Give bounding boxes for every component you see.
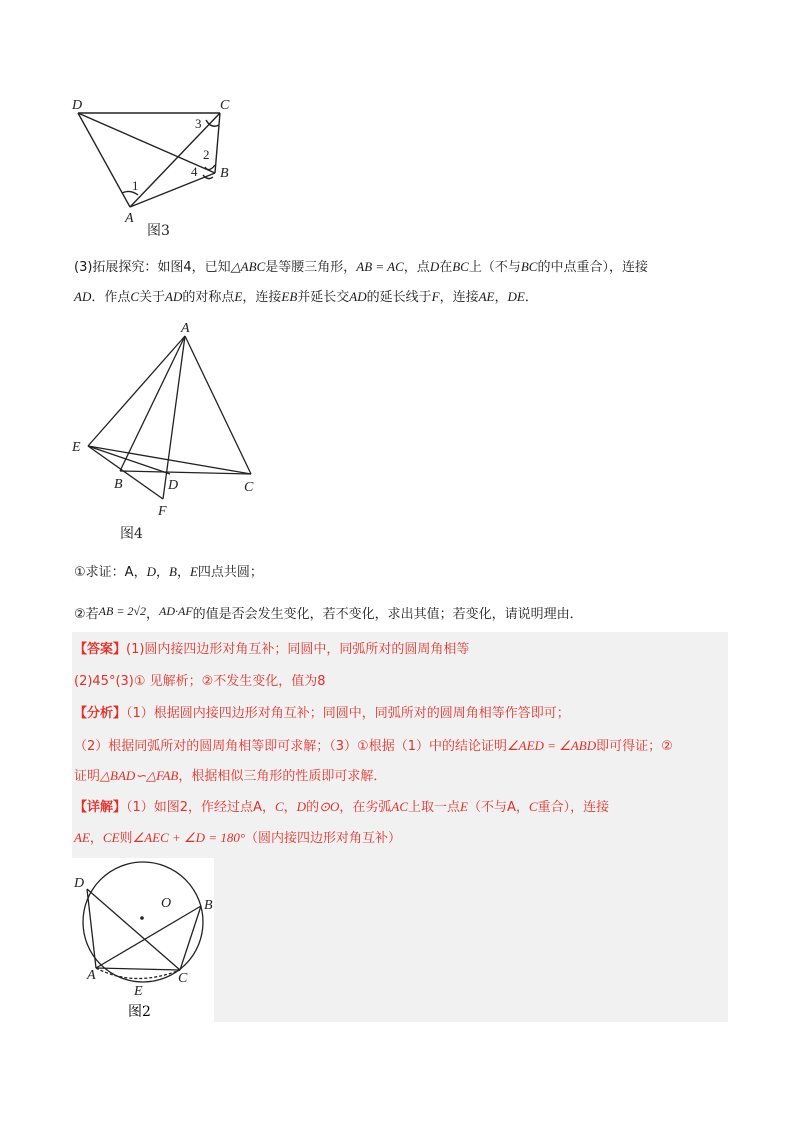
figure-3-caption: 图3 bbox=[147, 223, 170, 239]
detail-text: （圆内接四边形对角互补） bbox=[245, 831, 402, 846]
answer-tag: 【答案】 bbox=[74, 642, 127, 657]
q3-text: 的延长线于 bbox=[366, 290, 432, 305]
detail-line-2 bbox=[74, 828, 401, 849]
q3-text: 并延长交 bbox=[297, 290, 350, 305]
q3-text: ，连接 bbox=[242, 290, 282, 305]
math: E bbox=[460, 799, 468, 814]
analysis-text: 证明 bbox=[74, 769, 101, 784]
math: DE bbox=[507, 289, 525, 304]
math: ∠AEC + ∠D = 180° bbox=[132, 830, 246, 845]
math: E bbox=[234, 289, 243, 304]
detail-text: ， bbox=[261, 800, 275, 815]
math: C bbox=[130, 289, 140, 304]
fig3-point-d: D bbox=[72, 98, 83, 113]
sep: ， bbox=[176, 565, 190, 580]
detail-text: A bbox=[253, 800, 262, 815]
sub1-text: ①求证： bbox=[74, 565, 125, 580]
detail-text: 的 bbox=[306, 800, 320, 815]
math: BC bbox=[520, 259, 538, 274]
math: AE bbox=[74, 830, 90, 845]
fig4-point-f: F bbox=[158, 504, 167, 519]
math: D bbox=[296, 799, 307, 814]
answer-text: (2)45°(3)① 见解析；②不发生变化，值为8 bbox=[74, 674, 326, 689]
detail-text: ，在劣弧 bbox=[339, 800, 392, 815]
math: C bbox=[274, 799, 284, 814]
point-d: D bbox=[146, 564, 156, 579]
fig2-point-o: O bbox=[161, 896, 172, 911]
q3-text: 是等腰三角形， bbox=[265, 260, 357, 275]
analysis-text: （1）根据圆内接四边形对角互补；同圆中，同弧所对的圆周角相等作答即可； bbox=[126, 706, 570, 721]
math: ⊙O bbox=[319, 799, 340, 814]
sep: ， bbox=[155, 565, 169, 580]
fig4-point-d: D bbox=[168, 478, 179, 493]
fig3-point-a: A bbox=[125, 211, 134, 226]
detail-text: 则 bbox=[119, 831, 133, 846]
detail-text: ， bbox=[283, 800, 297, 815]
figure-4-caption: 图4 bbox=[120, 526, 143, 542]
q3-text: 的对称点 bbox=[182, 290, 235, 305]
fig3-angle-3: 3 bbox=[195, 116, 202, 131]
answer-text: (1)圆内接四边形对角互补；同圆中，同弧所对的圆周角相等 bbox=[126, 642, 470, 657]
fig4-point-c: C bbox=[244, 480, 254, 495]
detail-line-1 bbox=[74, 797, 609, 818]
detail-text: 重合），连接 bbox=[537, 800, 610, 815]
detail-text: （不与 bbox=[467, 800, 507, 815]
sub2-text: ②若 bbox=[74, 607, 99, 622]
math: AD bbox=[74, 289, 92, 304]
analysis-tag: 【分析】 bbox=[74, 706, 127, 721]
figure-4 bbox=[68, 318, 268, 526]
math: △ABC bbox=[230, 259, 266, 274]
fig3-point-b: B bbox=[220, 166, 229, 181]
fig4-point-e: E bbox=[72, 440, 81, 455]
q3-text: ， bbox=[494, 290, 508, 305]
fig2-point-d: D bbox=[74, 876, 85, 891]
fig4-point-a: A bbox=[181, 321, 190, 336]
fig2-point-a: A bbox=[87, 968, 96, 983]
detail-text: A bbox=[506, 800, 516, 815]
detail-text: ， bbox=[515, 800, 529, 815]
math: ∠AED = ∠ABD bbox=[506, 738, 597, 753]
fig3-point-c: C bbox=[220, 98, 230, 113]
q3-text: 上（不与 bbox=[468, 260, 521, 275]
sub-question-2 bbox=[74, 601, 583, 625]
math: BC bbox=[452, 259, 469, 274]
q3-text: ，连接 bbox=[439, 290, 479, 305]
q3-line-2 bbox=[74, 287, 538, 308]
q3-text: 在 bbox=[439, 260, 453, 275]
math: AB = AC bbox=[356, 259, 404, 274]
answer-line-2 bbox=[74, 672, 326, 692]
q3-text: ，点 bbox=[403, 260, 430, 275]
detail-text: 上取一点 bbox=[408, 800, 461, 815]
answer-line-1 bbox=[74, 640, 469, 660]
math: CE bbox=[102, 830, 120, 845]
figure-2-caption: 图2 bbox=[128, 1004, 151, 1020]
math: AB = 2√2 bbox=[98, 604, 146, 618]
figure-2 bbox=[72, 858, 214, 1022]
fig3-angle-4: 4 bbox=[191, 164, 198, 179]
q3-line-1 bbox=[74, 257, 648, 278]
math: AC bbox=[391, 799, 408, 814]
point-b: B bbox=[168, 564, 177, 579]
q3-text: ． bbox=[524, 290, 538, 305]
analysis-text: 即可得证；② bbox=[596, 739, 673, 754]
math: AE bbox=[478, 289, 495, 304]
analysis-line-2 bbox=[74, 736, 673, 757]
fig3-angle-2: 2 bbox=[203, 147, 210, 162]
detail-tag: 【详解】 bbox=[74, 800, 127, 815]
point-e: E bbox=[189, 564, 198, 579]
analysis-text: （2）根据同弧所对的圆周角相等即可求解；（3）①根据（1）中的结论证明 bbox=[74, 739, 507, 754]
math: △BAD∽△FAB bbox=[100, 768, 179, 783]
sub2-text: 的值是否会发生变化，若不变化，求出其值；若变化，请说明理由． bbox=[192, 607, 583, 622]
analysis-line-3 bbox=[74, 766, 386, 787]
q3-text: 关于 bbox=[139, 290, 166, 305]
q3-text: (3)拓展探究：如图4，已知 bbox=[74, 260, 231, 275]
math: F bbox=[431, 289, 440, 304]
fig2-point-e: E bbox=[134, 984, 143, 999]
math: AD bbox=[349, 289, 367, 304]
sep: ， bbox=[133, 565, 147, 580]
fig4-point-b: B bbox=[114, 477, 123, 492]
math: AD bbox=[165, 289, 183, 304]
analysis-line-1 bbox=[74, 704, 570, 724]
sub1-text: 四点共圆； bbox=[197, 565, 263, 580]
detail-text: ， bbox=[89, 831, 103, 846]
sep: ， bbox=[146, 607, 160, 622]
sub-question-1 bbox=[74, 562, 263, 583]
math: EB bbox=[281, 289, 298, 304]
point-a: A bbox=[124, 565, 134, 580]
fig2-point-b: B bbox=[204, 898, 213, 913]
fig2-point-c: C bbox=[178, 971, 188, 986]
q3-text: ．作点 bbox=[91, 290, 131, 305]
detail-text: （1）如图2，作经过点 bbox=[126, 800, 254, 815]
math: C bbox=[528, 799, 538, 814]
q3-text: 的中点重合），连接 bbox=[537, 260, 648, 275]
math: AD·AF bbox=[159, 604, 193, 618]
fig3-angle-1: 1 bbox=[132, 178, 139, 193]
analysis-text: ，根据相似三角形的性质即可求解． bbox=[178, 769, 387, 784]
math: D bbox=[429, 259, 440, 274]
